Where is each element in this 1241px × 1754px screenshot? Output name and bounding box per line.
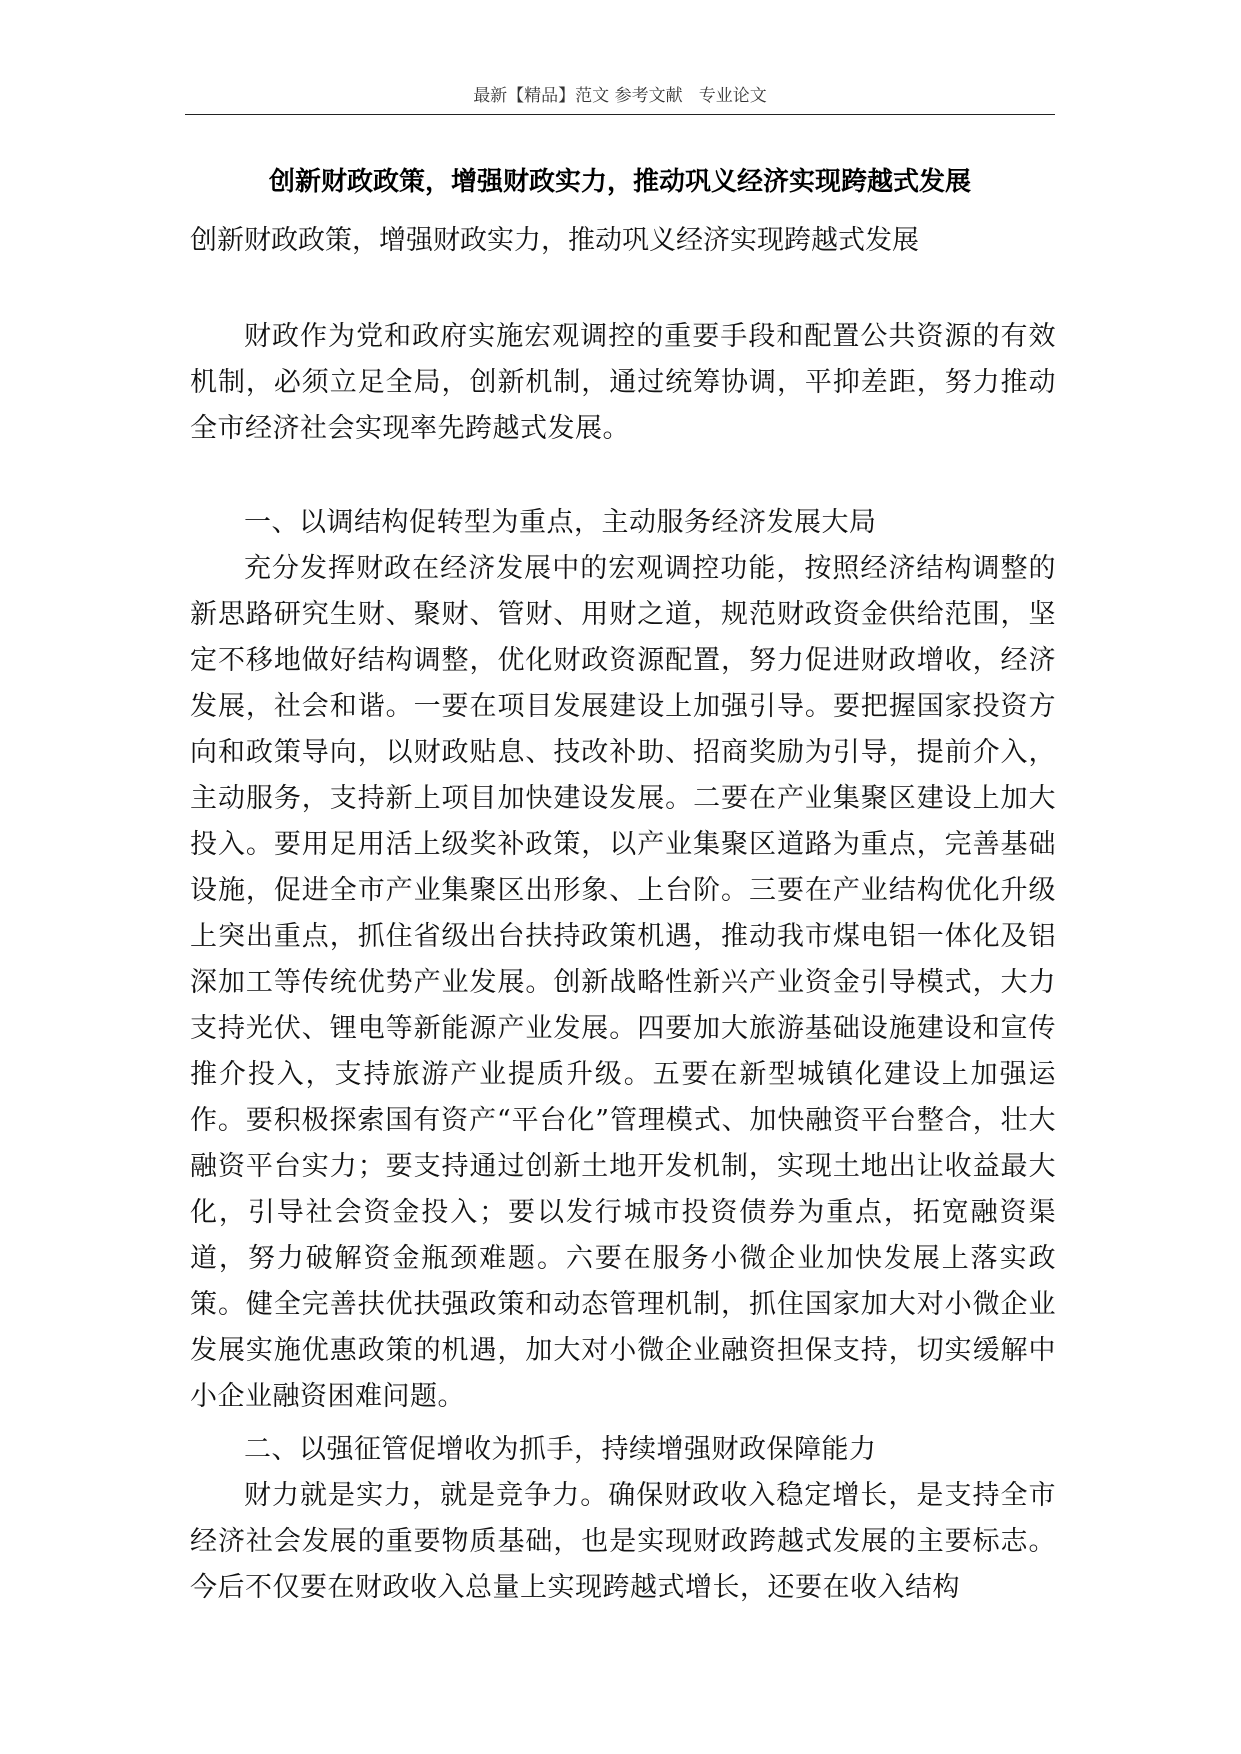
running-header: 最新【精品】范文 参考文献 专业论文	[473, 86, 767, 106]
intro-section	[190, 314, 1056, 452]
document-subtitle: 创新财政政策，增强财政实力，推动巩义经济实现跨越式发展	[190, 225, 919, 256]
section-1-heading: 一、以调结构促转型为重点，主动服务经济发展大局	[244, 507, 877, 538]
section-2-paragraph: 财力就是实力，就是竞争力。确保财政收入稳定增长，是支持全市经济社会发展的重要物质基础，也是实现财政跨越式发展的主要标志。今后不仅要在财政收入总量上实现跨越式增长，还要在收入结构	[190, 1480, 1056, 1603]
header-divider	[185, 114, 1055, 115]
document-title: 创新财政政策，增强财政实力，推动巩义经济实现跨越式发展	[268, 167, 971, 197]
section-1	[190, 500, 1056, 1420]
section-2	[190, 1427, 1056, 1611]
section-1-paragraph: 充分发挥财政在经济发展中的宏观调控功能，按照经济结构调整的新思路研究生财、聚财、管财、用财之道，规范财政资金供给范围，坚定不移地做好结构调整，优化财政资源配置，努力促进财政增收，经济发展，社会和谐。一要在项目发展建设上加强引导。要把握国家投资方向和政策导向，以财政贴息、技改补助、招商奖励为引导，提前介入，主动服务，支持新上项目加快建设发展。二要在产业集聚区建设上加大投入。要用足用活上级奖补政策，以产业集聚区道路为重点，完善基础设施，促进全市产业集聚区出形象、上台阶。三要在产业结构优化升级上突出重点，抓住省级出台扶持政策机遇，推动我市煤电铝一体化及铝深加工等传统优势产业发展。创新战略性新兴产业资金引导模式，大力支持光伏、锂电等新能源产业发展。四要加大旅游基础设施建设和宣传推介投入，支持旅游产业提质升级。五要在新型城镇化建设上加强运作。要积极探索国有资产“平台化”管理模式、加快融资平台整合，壮大融资平台实力；要支持通过创新土地开发机制，实现土地出让收益最大化，引导社会资金投入；要以发行城市投资债券为重点，拓宽融资渠道，努力破解资金瓶颈难题。六要在服务小微企业加快发展上落实政策。健全完善扶优扶强政策和动态管理机制，抓住国家加大对小微企业发展实施优惠政策的机遇，加大对小微企业融资担保支持，切实缓解中小企业融资困难问题。	[190, 553, 1056, 1412]
section-2-heading: 二、以强征管促增收为抓手，持续增强财政保障能力	[244, 1434, 877, 1465]
intro-paragraph: 财政作为党和政府实施宏观调控的重要手段和配置公共资源的有效机制，必须立足全局，创新机制，通过统筹协调，平抑差距，努力推动全市经济社会实现率先跨越式发展。	[190, 321, 1056, 444]
